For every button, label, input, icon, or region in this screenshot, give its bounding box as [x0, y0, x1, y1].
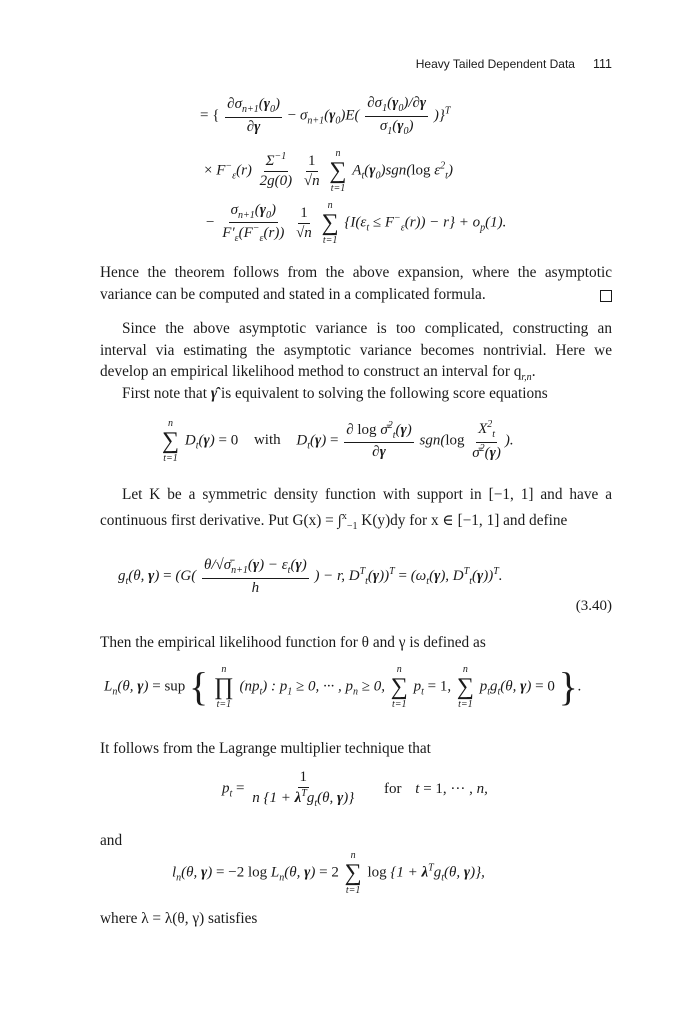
running-header	[416, 57, 612, 71]
equation-log-likelihood-ratio: $l_n(\theta$, γ) = −2 $\log L_n(\theta$, γ) = 2 n ∑ t=1 $\log \{1 + \lambda^Tg_t(\theta$, γ)},	[172, 850, 485, 896]
paragraph-empirical-likelihood-intro: Since the above asymptotic variance is too complicated, constructing an interval via estimating the asymptotic variance becomes nontrivial. Here we develop an empirical likelihood method to construct an interval for $q_{r,n}$.	[100, 320, 612, 384]
equation-3-40: $g_t(\theta$, γ) = (G( $\frac{\theta/√\sigmā_{n+1}(\gamma) - \varepsilon_t(\gamma)}{h}$ ) − r, $D^T_t(\gamma))^T = (\omega_t(\gamma)$, $D^T_t(\gamma))^T$.	[118, 557, 503, 596]
page-number: 111	[592, 57, 612, 71]
equation-number: (3.40)	[575, 598, 612, 614]
with-word: with	[253, 432, 281, 449]
equation-line-1: = { $\frac{\partial\sigma_{n+1}(\gamma_0)}{\partial\gamma}$ − $\sigma_{n+1}(\gamma_0)E$( $\frac{\partial\sigma_1(\gamma_0)/\partial\gamma}{\sigma_1(\gamma_0)}$ )}$^T$	[200, 95, 451, 137]
qed-box-icon	[600, 290, 612, 302]
equation-line-2: × $F^-_\varepsilon(r)$ $\frac{\Sigma^{-1}}{2g(0)}$ $\frac{1}{√n}$ n ∑ t=1 $A_t(\gamma_0)sgn(\log$ $\varepsilon^2_t$)	[204, 148, 453, 194]
equation-line-3: − $\frac{\sigma_{n+1}(\gamma_0)}{F'_\varepsilon(F^-_\varepsilon(r))}$ $\frac{1}{√n}$ n ∑ t=1 $\{I(\varepsilon_t \le F^-_\varepsilon(r)) - r\} + o_p(1)$.	[206, 200, 507, 246]
equation-likelihood: $L_n(\theta$, γ) = sup { n ∏ t=1 $(np_t)$ : $p_1 \ge 0$, ··· , $p_n \ge 0$, n ∑ t=1 $p_t = 1$, n ∑ t=1 $p_tg_t(\theta$, γ) = 0 }.	[104, 664, 582, 710]
paragraph-kernel-definition: Let K be a symmetric density function with support in [−1, 1] and have a continuous first derivative. Put G(x) = ∫$^x_{-1}$ K(y)dy for x ∈ [−1, 1] and define	[100, 486, 612, 532]
equation-pt: $p_t$ = $\frac{1}{n \{1 + \lambda^Tg_t(\theta, \gamma)\}}$ for t = 1, ··· , n,	[222, 769, 488, 809]
for-word: for	[384, 780, 402, 797]
paragraph-lambda-satisfies: where λ = λ(θ, γ) satisfies	[100, 910, 258, 927]
paragraph-theorem-conclusion: Hence the theorem follows from the above expansion, where the asymptotic variance can be computed and stated in a complicated formula.	[100, 264, 612, 303]
running-title: Heavy Tailed Dependent Data	[415, 57, 575, 71]
paragraph-and: and	[100, 832, 123, 849]
paragraph-lagrange: It follows from the Lagrange multiplier technique that	[100, 740, 431, 757]
sgn-text: sgn	[385, 162, 407, 179]
log-text: log	[411, 162, 431, 179]
equation-score: n ∑ t=1 $D_t(\gamma) = 0$ with $D_t(\gamma)$ = $\frac{\partial \log \sigmā^2_t(\gamma)}{\partial\gamma}$ sgn(log $\frac{X^2_t}{\sigmā^2(\gamma)}$ ).	[162, 418, 514, 464]
paragraph-likelihood-definition: Then the empirical likelihood function for θ and γ is defined as	[100, 634, 486, 651]
sup-word: sup	[164, 678, 186, 695]
paragraph-score-equations: First note that γ̂ is equivalent to solving the following score equations	[122, 385, 548, 402]
